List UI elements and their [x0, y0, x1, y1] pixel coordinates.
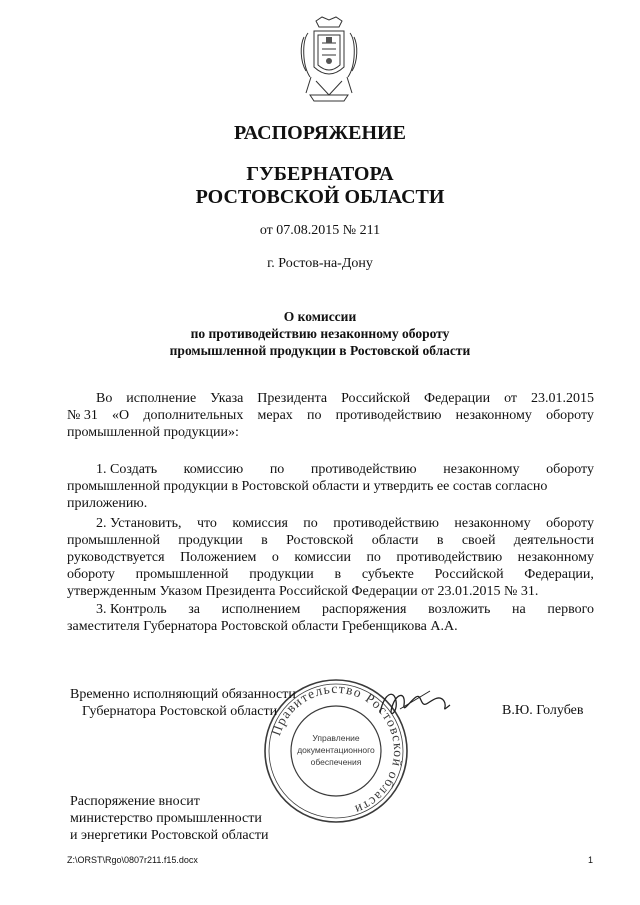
- signer-name: В.Ю. Голубев: [502, 703, 584, 718]
- submitted-by-line: Распоряжение вносит: [70, 794, 200, 809]
- word: что: [196, 516, 217, 531]
- word: незаконному: [443, 462, 520, 477]
- word: продукции: [249, 567, 314, 582]
- word: мерах: [257, 408, 293, 423]
- word: по: [303, 516, 318, 531]
- word: Президента: [257, 391, 328, 406]
- word: Положением: [180, 550, 257, 565]
- word: противодействию: [310, 462, 417, 477]
- signer-title: [70, 686, 296, 720]
- submitted-by-block: [70, 793, 268, 844]
- word: за: [188, 602, 200, 617]
- word: 23.01.2015: [530, 391, 594, 406]
- document-city: г. Ростов-на-Дону: [267, 256, 373, 271]
- word: обороту: [546, 462, 594, 477]
- word: промышленной: [135, 567, 229, 582]
- word: возложить: [428, 602, 491, 617]
- justified-line: [67, 390, 594, 407]
- seal-outer-text: Правительство Ростовской области: [268, 680, 407, 818]
- word: субъекте: [361, 567, 414, 582]
- word: Российской: [434, 567, 504, 582]
- submitted-by-line: и энергетики Ростовской области: [70, 828, 269, 843]
- seal-inner-text: документационного: [297, 745, 375, 755]
- word: распоряжения: [321, 602, 407, 617]
- word: по: [366, 550, 381, 565]
- word: противодействию: [333, 516, 439, 531]
- clause-1-paragraph: [67, 461, 594, 512]
- clause-2-paragraph: [67, 515, 594, 600]
- justified-line: [67, 461, 594, 478]
- word: Федерации: [424, 391, 491, 406]
- word: на: [512, 602, 526, 617]
- word: исполнение: [126, 391, 197, 406]
- subject-line: промышленной продукции в Ростовской области: [169, 343, 471, 358]
- signer-title-line: Временно исполняющий обязанности: [70, 687, 296, 702]
- word: продукции: [178, 533, 243, 548]
- word: обороту: [546, 408, 594, 423]
- justified-line: [67, 407, 594, 424]
- word: комиссию: [183, 462, 244, 477]
- file-path: Z:\ORST\Rgo\0807r211.f15.docx: [67, 855, 198, 865]
- word: комиссии: [294, 550, 351, 565]
- word: Российской: [341, 391, 411, 406]
- word: 3. Контроль: [96, 602, 167, 617]
- authority-title-line1: ГУБЕРНАТОРА: [246, 163, 394, 185]
- word: № 31: [67, 408, 98, 423]
- preamble-paragraph: [67, 390, 594, 441]
- paragraph-line: заместителя Губернатора Ростовской области Гребенщикова А.А.: [67, 619, 458, 634]
- word: руководствуется: [67, 550, 165, 565]
- word: первого: [547, 602, 594, 617]
- word: области: [371, 533, 419, 548]
- word: от: [504, 391, 518, 406]
- word: 1. Создать: [96, 462, 158, 477]
- word: Во: [96, 391, 113, 406]
- paragraph-line: утвержденным Указом Президента Российской Федерации от 23.01.2015 № 31.: [67, 584, 539, 599]
- word: незаконному: [455, 408, 532, 423]
- submitted-by-line: министерство промышленности: [70, 811, 262, 826]
- paragraph-line: промышленной продукции в Ростовской области и утвердить ее состав согласно: [67, 479, 548, 494]
- paragraph-line: промышленной продукции»:: [67, 425, 239, 440]
- word: «О: [112, 408, 130, 423]
- word: 2. Установить,: [96, 516, 182, 531]
- word: обороту: [546, 516, 594, 531]
- signer-title-line: Губернатора Ростовской области: [82, 704, 278, 719]
- word: в: [334, 567, 342, 582]
- authority-title-line2: РОСТОВСКОЙ ОБЛАСТИ: [195, 186, 445, 208]
- clause-3-paragraph: [67, 601, 594, 635]
- paragraph-line: приложению.: [67, 496, 148, 511]
- word: в: [436, 533, 444, 548]
- justified-line: [67, 532, 594, 549]
- word: исполнением: [221, 602, 301, 617]
- word: в: [261, 533, 268, 548]
- document-type-title: РАСПОРЯЖЕНИЕ: [234, 122, 406, 144]
- word: обороту: [67, 567, 115, 582]
- word: по: [306, 408, 322, 423]
- seal-inner-text: Управление: [312, 733, 360, 743]
- handwritten-signature: [370, 683, 460, 727]
- word: Указа: [210, 391, 244, 406]
- justified-line: [67, 566, 594, 583]
- word: противодействию: [396, 550, 503, 565]
- word: незаконному: [517, 550, 594, 565]
- word: деятельности: [513, 533, 594, 548]
- subject-line: по противодействию незаконному обороту: [190, 326, 450, 341]
- word: противодействию: [335, 408, 442, 423]
- page-number: 1: [588, 855, 594, 865]
- word: своей: [461, 533, 496, 548]
- word: незаконному: [454, 516, 531, 531]
- word: Федерации,: [524, 567, 594, 582]
- justified-line: [67, 549, 594, 566]
- document-date-number: от 07.08.2015 № 211: [259, 223, 381, 238]
- word: комиссия: [232, 516, 288, 531]
- justified-line: [67, 601, 594, 618]
- word: по: [269, 462, 285, 477]
- coat-of-arms-icon: [296, 15, 362, 103]
- word: Ростовской: [286, 533, 354, 548]
- justified-line: [67, 515, 594, 532]
- word: о: [271, 550, 279, 565]
- word: промышленной: [67, 533, 160, 548]
- document-subject: [0, 308, 640, 359]
- subject-line: О комиссии: [283, 309, 357, 324]
- word: дополнительных: [143, 408, 244, 423]
- seal-inner-text: обеспечения: [310, 757, 362, 767]
